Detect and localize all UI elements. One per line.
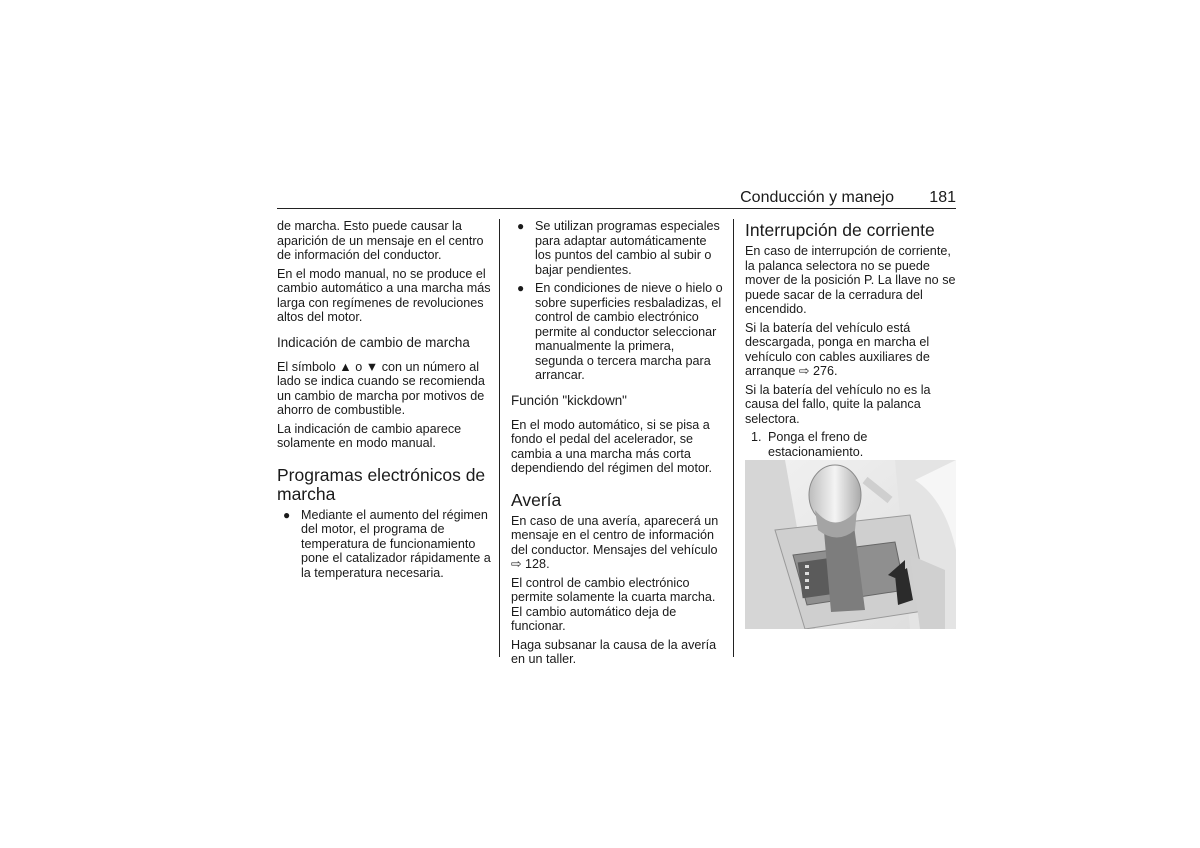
bullet-icon: ● [283, 507, 291, 522]
column-divider [733, 219, 734, 657]
page-number: 181 [929, 189, 956, 206]
paragraph: El control de cambio electrónico permite solamente la cuarta marcha. El cambio automático deja de funcionar. [511, 575, 716, 633]
paragraph: El símbolo ▲ o ▼ con un número al lado se indica cuando se recomienda un cambio de marcha por motivos de ahorro de combustible. [277, 359, 485, 417]
list-item-text: Se utilizan programas especiales para adaptar automáticamente los puntos del cambio al subir o bajar pendientes. [535, 219, 720, 277]
step-number: 1. [751, 430, 762, 444]
bullet-icon: ● [517, 281, 525, 295]
paragraph: En el modo automático, si se pisa a fondo el pedal del acelerador, se cambia a una marcha más corta dependiendo del régimen del motor. [511, 417, 712, 475]
list-item [277, 508, 491, 581]
paragraph: de marcha. Esto puede causar la aparición de un mensaje en el centro de información del conductor. [277, 219, 484, 262]
list-item [511, 281, 725, 383]
paragraph: En caso de interrupción de corriente, la palanca selectora no se puede mover de la posición P. La llave no se puede sacar de la cerradura del encendido. [745, 244, 956, 316]
paragraph: Si la batería del vehículo está descargada, ponga en marcha el vehículo con cables auxiliares de arranque ⇨ 276. [745, 320, 930, 378]
bullet-icon: ● [517, 219, 525, 233]
paragraph: La indicación de cambio aparece solamente en modo manual. [277, 421, 462, 450]
list-item-text: En condiciones de nieve o hielo o sobre superficies resbaladizas, el control de cambio electrónico permite al conductor seleccionar manualmente la primera, segunda o tercera marcha para arrancar. [535, 281, 723, 382]
heading-power-interruption: Interrupción de corriente [745, 220, 935, 240]
numbered-step [751, 430, 957, 459]
column-divider [499, 219, 500, 657]
paragraph: En el modo manual, no se produce el cambio automático a una marcha más larga con regímenes de revoluciones altos del motor. [277, 266, 491, 324]
heading-electronic-programs: Programas electrónicos de marcha [277, 464, 486, 504]
step-text: Ponga el freno de estacionamiento. [768, 430, 868, 459]
list-item-text: Mediante el aumento del régimen del motor, el programa de temperatura de funcionamiento pone el catalizador rápidamente a la temperatura necesaria. [301, 507, 491, 580]
paragraph: En caso de una avería, aparecerá un mensaje en el centro de información del conductor. Mensajes del vehículo ⇨ 128. [511, 513, 719, 571]
list-item [511, 219, 725, 277]
heading-fault: Avería [511, 489, 562, 510]
heading-shift-indication: Indicación de cambio de marcha [277, 334, 470, 350]
section-title: Conducción y manejo [740, 189, 894, 206]
column-middle [511, 219, 725, 671]
gear-selector-illustration [745, 460, 956, 629]
page-header [277, 188, 956, 209]
column-left [277, 219, 491, 584]
paragraph: Haga subsanar la causa de la avería en un taller. [511, 637, 717, 666]
gear-selector-icon [745, 460, 956, 629]
column-right [745, 219, 957, 463]
heading-kickdown: Función "kickdown" [511, 392, 627, 408]
paragraph: Si la batería del vehículo no es la causa del fallo, quite la palanca selectora. [745, 382, 931, 426]
